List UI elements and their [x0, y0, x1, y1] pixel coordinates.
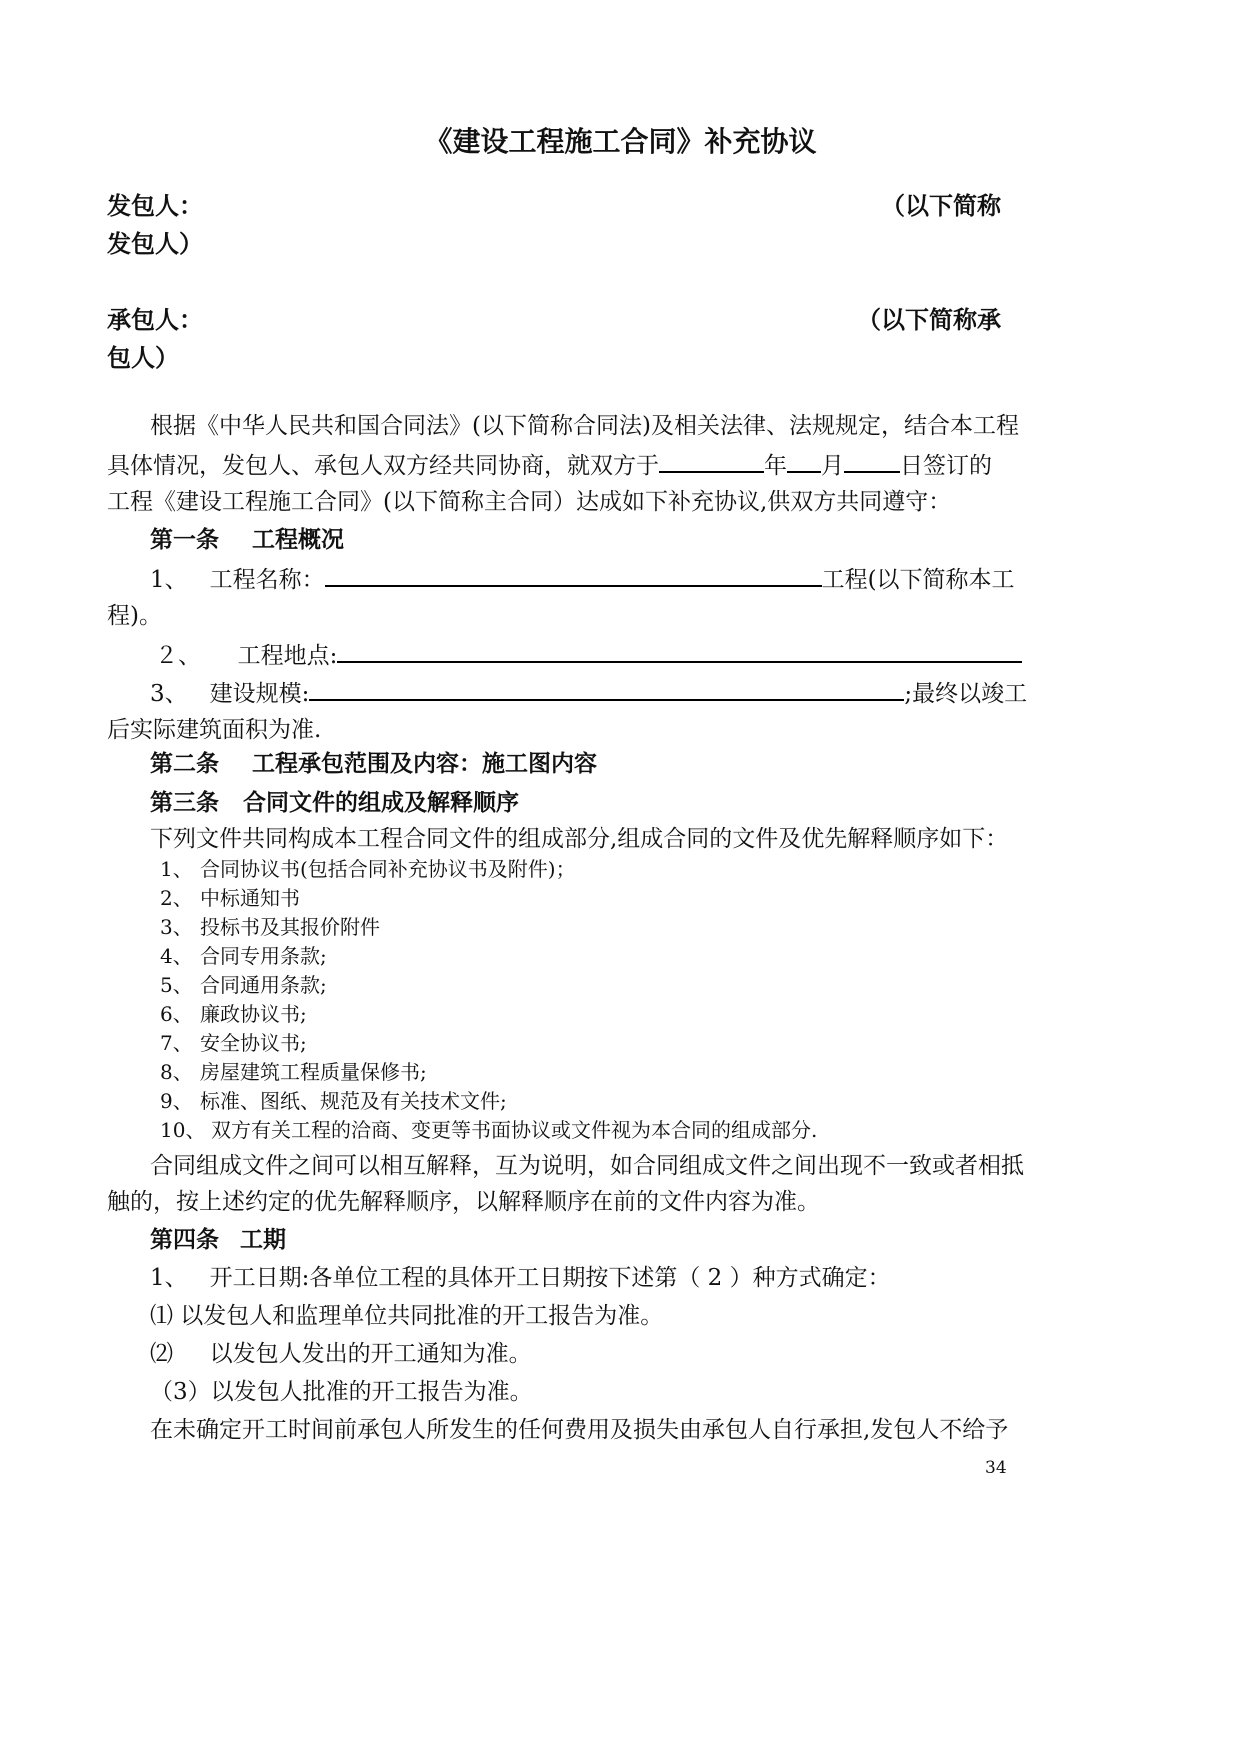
list-item: 投标书及其报价附件 [200, 915, 380, 939]
list-item: 合同专用条款; [200, 944, 327, 968]
list-item: 双方有关工程的洽商、变更等书面协议或文件视为本合同的组成部分. [211, 1118, 818, 1142]
list-item: 合同协议书(包括合同补充协议书及附件)； [200, 857, 576, 881]
signing-day-blank[interactable] [844, 445, 900, 473]
list-item-number: 5、 [160, 973, 193, 997]
article-4-heading: 工期 [240, 1226, 286, 1253]
article-2-heading: 工程承包范围及内容：施工图内容 [252, 750, 597, 777]
article-3-heading: 合同文件的组成及解释顺序 [243, 789, 519, 816]
article-3-lead: 下列文件共同构成本工程合同文件的组成部分,组成合同的文件及优先解释顺序如下： [150, 826, 1009, 852]
contractor-suffix: （以下简称承 [857, 305, 1001, 334]
list-item-number: 8、 [160, 1060, 193, 1084]
article-3-note-line-2: 触的，按上述约定的优先解释顺序，以解释顺序在前的文件内容为准。 [107, 1189, 820, 1215]
document-title: 《建设工程施工合同》补充协议 [424, 125, 817, 158]
article-3-note-line-1: 合同组成文件之间可以相互解释，互为说明，如合同组成文件之间出现不一致或者相抵 [150, 1153, 1024, 1179]
contractor-continuation: 包人） [107, 343, 179, 372]
article-1-item-2 [155, 635, 1022, 675]
article-1-heading: 工程概况 [252, 526, 344, 553]
option-text: 以发包人发出的开工通知为准。 [209, 1341, 532, 1367]
project-name-suffix: 工程(以下简称本工 [821, 567, 1015, 593]
start-date-text: 开工日期:各单位工程的具体开工日期按下述第（ 2 ）种方式确定： [209, 1265, 891, 1291]
employer-label: 发包人： [107, 191, 203, 220]
intro-line-3: 工程《建设工程施工合同》(以下简称主合同）达成如下补充协议,供双方共同遵守： [107, 489, 952, 515]
article-1-item-3-continuation: 后实际建筑面积为准. [107, 717, 322, 743]
list-item-number: 2、 [160, 886, 193, 910]
article-3-heading-number: 第三条 [150, 789, 219, 816]
construction-scale-label: 建设规模: [209, 681, 310, 707]
list-item: 中标通知书 [200, 886, 300, 910]
project-name-blank[interactable] [325, 559, 822, 587]
list-item-number: 9、 [160, 1089, 193, 1113]
list-item-number: 10、 [160, 1118, 206, 1142]
article-4-item-1 [150, 1259, 891, 1297]
list-item: 合同通用条款; [200, 973, 327, 997]
article-2-heading-number: 第二条 [150, 750, 219, 777]
intro-line-2 [107, 445, 992, 485]
item-number: 3、 [150, 681, 188, 707]
project-location-label: 工程地点: [237, 643, 338, 669]
signing-year-blank[interactable] [659, 445, 764, 473]
list-item-number: 7、 [160, 1031, 193, 1055]
page-number: 34 [985, 1458, 1007, 1478]
list-item-number: 1、 [160, 857, 193, 881]
project-name-label: 工程名称： [209, 567, 325, 593]
construction-scale-suffix: ;最终以竣工 [904, 681, 1028, 707]
day-label: 日签订的 [900, 453, 992, 479]
article-4-last-line: 在未确定开工时间前承包人所发生的任何费用及损失由承包人自行承担,发包人不给予 [150, 1417, 1009, 1443]
option-number: ⑵ [150, 1341, 173, 1367]
list-item-number: 4、 [160, 944, 193, 968]
list-item-number: 6、 [160, 1002, 193, 1026]
project-location-blank[interactable] [337, 635, 1022, 663]
article-1-item-1-continuation: 程)。 [107, 603, 162, 629]
article-1-heading-number: 第一条 [150, 526, 219, 553]
employer-continuation: 发包人） [107, 229, 203, 258]
article-1-item-3 [150, 673, 1027, 713]
item-number: 1、 [150, 567, 188, 593]
start-date-option-1: ⑴ 以发包人和监理单位共同批准的开工报告为准。 [150, 1303, 664, 1329]
construction-scale-blank[interactable] [309, 673, 904, 701]
list-item: 房屋建筑工程质量保修书; [200, 1060, 427, 1084]
item-number: ２、 [155, 643, 201, 669]
article-4-heading-number: 第四条 [150, 1226, 219, 1253]
month-label: 月 [821, 453, 844, 479]
start-date-option-2 [150, 1335, 532, 1373]
list-item: 标准、图纸、规范及有关技术文件; [200, 1089, 507, 1113]
intro-line-1: 根据《中华人民共和国合同法》(以下简称合同法)及相关法律、法规规定，结合本工程 [150, 413, 1019, 439]
list-item: 廉政协议书; [200, 1002, 307, 1026]
intro-line-2-text: 具体情况，发包人、承包人双方经共同协商，就双方于 [107, 453, 659, 479]
list-item-number: 3、 [160, 915, 193, 939]
year-label: 年 [764, 453, 787, 479]
item-number: 1、 [150, 1265, 188, 1291]
list-item: 安全协议书; [200, 1031, 307, 1055]
signing-month-blank[interactable] [787, 445, 821, 473]
contractor-label: 承包人： [107, 305, 203, 334]
employer-suffix: （以下简称 [881, 191, 1001, 220]
start-date-option-3: （3）以发包人批准的开工报告为准。 [150, 1379, 533, 1405]
article-1-item-1 [150, 559, 1015, 599]
